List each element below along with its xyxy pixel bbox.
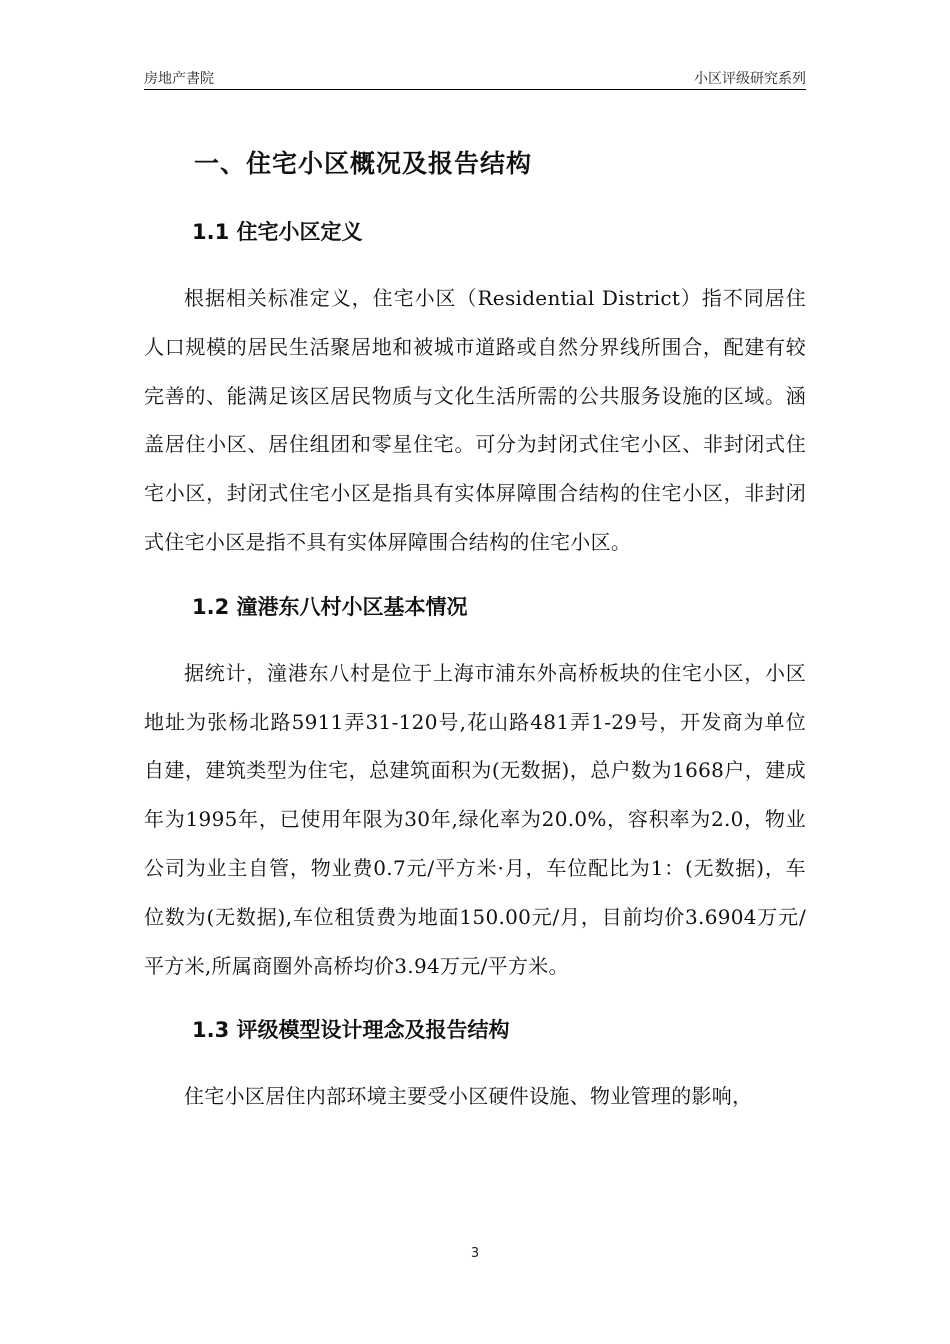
header-publisher: 房地产書院 [144, 71, 214, 87]
subsection-title-1-1: 1.1 住宅小区定义 [192, 220, 363, 244]
subsection-title-1-2: 1.2 潼港东八村小区基本情况 [192, 594, 468, 619]
header-divider [144, 89, 806, 90]
document-body [144, 140, 806, 1121]
paragraph-model-design: 住宅小区居住内部环境主要受小区硬件设施、物业管理的影响， [184, 1084, 753, 1109]
page-header [144, 64, 806, 88]
header-series-title: 小区评级研究系列 [694, 71, 806, 87]
page-number: 3 [470, 1246, 480, 1261]
subsection-title-1-3: 1.3 评级模型设计理念及报告结构 [192, 1018, 510, 1043]
paragraph-basic-info: 据统计，潼港东八村是位于上海市浦东外高桥板块的住宅小区，小区地址为张杨北路5911弄31-120号,花山路481弄1-29号，开发商为单位自建，建筑类型为住宅，总建筑面积为(无数据)，总户数为1668户，建成年为1995年，已使用年限为30年,绿化率为20.0%，容积率为2.0，物业公司为业主自管，物业费0.7元/平方米·月，车位配比为1：(无数据)，车位数为(无数据),车位租赁费为地面150.00元/月，目前均价3.6904万元/平方米,所属商圈外高桥均价3.94万元/平方米。 [144, 660, 806, 978]
section-title: 一、住宅小区概况及报告结构 [194, 149, 533, 178]
paragraph-definition: 根据相关标准定义，住宅小区（Residential District）指不同居住人口规模的居民生活聚居地和被城市道路或自然分界线所围合，配建有较完善的、能满足该区居民物质与文化生活所需的公共服务设施的区域。涵盖居住小区、居住组团和零星住宅。可分为封闭式住宅小区、非封闭式住宅小区，封闭式住宅小区是指具有实体屏障围合结构的住宅小区，非封闭式住宅小区是指不具有实体屏障围合结构的住宅小区。 [144, 286, 806, 554]
